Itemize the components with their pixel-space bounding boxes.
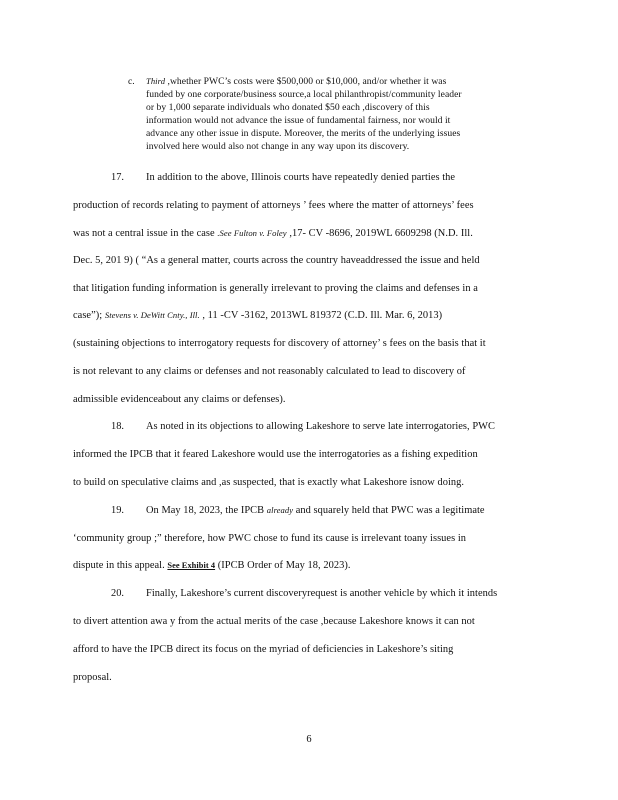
para17-line-6-post: , 11 -CV -3162, 2013WL 819372 (C.D. Ill. Mar. 6, 2013) [199, 310, 443, 321]
para20-line-1: Finally, Lakeshore’s current discoveryrequest is another vehicle by which it intends [146, 588, 498, 599]
item-c-line-1 [146, 76, 541, 87]
item-c-marker: c. [128, 76, 135, 87]
para17-line-2: production of records relating to payment of attorneys ’ fees where the matter of attorneys’ fees [73, 200, 474, 211]
para20-line-3: afford to have the IPCB direct its focus on the myriad of deficiencies in Lakeshore’s siting [73, 644, 454, 655]
para19-line-3 [73, 560, 350, 571]
emphasis-already: already [266, 505, 294, 515]
para17-line-3-post: ,17- CV -8696, 2019WL 6609298 (N.D. Ill. [286, 228, 473, 239]
para18-line-2: informed the IPCB that it feared Lakeshore would use the interrogatories as a fishing expedition [73, 449, 478, 460]
para17-line-8: is not relevant to any claims or defenses and not reasonably calculated to lead to discovery of [73, 366, 466, 377]
see-exhibit-4-reference: See Exhibit 4 [167, 561, 216, 570]
item-c-line-1-text: ,whether PWC’s costs were $500,000 or $10,000, and/or whether it was [165, 76, 447, 87]
item-c-line-2: funded by one corporate/business source,a local philanthropist/community leader [146, 89, 462, 100]
para20-line-4: proposal. [73, 672, 112, 683]
para19-line-3-pre: dispute in this appeal. [73, 560, 168, 571]
para17-line-6-pre: case”); [73, 310, 105, 321]
page-number: 6 [306, 734, 312, 745]
item-c-line-5: advance any other issue in dispute. Moreover, the merits of the underlying issues [146, 128, 461, 139]
para17-line-1: In addition to the above, Illinois courts have repeatedly denied parties the [146, 172, 456, 183]
para19-line-2: ‘community group ;” therefore, how PWC chose to fund its cause is irrelevant toany issues in [73, 533, 467, 544]
item-c-line-4: information would not advance the issue of fundamental fairness, nor would it [146, 115, 451, 126]
para19-line-1 [146, 505, 485, 516]
para18-line-3: to build on speculative claims and ,as suspected, that is exactly what Lakeshore isnow doing. [73, 477, 465, 488]
para19-line-1-post: and squarely held that PWC was a legitimate [293, 505, 485, 516]
para17-line-3 [73, 228, 473, 239]
para19-line-1-pre: On May 18, 2023, the IPCB [146, 505, 267, 516]
para17-line-4: Dec. 5, 201 9) ( “As a general matter, courts across the country haveaddressed the issue and held [73, 255, 480, 266]
para17-line-9: admissible evidenceabout any claims or defenses). [73, 394, 286, 405]
para17-line-3-pre: was not a central issue in the case [73, 228, 218, 239]
citation-stevens-v-dewitt: Stevens v. DeWitt Cnty., Ill. [104, 310, 200, 320]
paragraph-20-number: 20. [111, 588, 124, 599]
para17-line-7: (sustaining objections to interrogatory requests for discovery of attorney’ s fees on the basis that it [73, 338, 486, 349]
emphasis-third: Third [146, 76, 166, 86]
para19-line-3-post: (IPCB Order of May 18, 2023). [215, 560, 351, 571]
para20-line-2: to divert attention awa y from the actual merits of the case ,because Lakeshore knows it can not [73, 616, 475, 627]
para17-line-5: that litigation funding information is generally irrelevant to proving the claims and defenses in a [73, 283, 478, 294]
para18-line-1: As noted in its objections to allowing Lakeshore to serve late interrogatories, PWC [146, 421, 495, 432]
paragraph-18-number: 18. [111, 421, 124, 432]
para17-line-6 [73, 310, 442, 321]
paragraph-19-number: 19. [111, 505, 124, 516]
citation-fulton-v-foley: .See Fulton v. Foley [217, 228, 287, 238]
item-c-line-6: involved here would also not change in any way upon its discovery. [146, 141, 410, 152]
item-c-line-3: or by 1,000 separate individuals who donated $50 each ,discovery of this [146, 102, 430, 113]
paragraph-17-number: 17. [111, 172, 124, 183]
